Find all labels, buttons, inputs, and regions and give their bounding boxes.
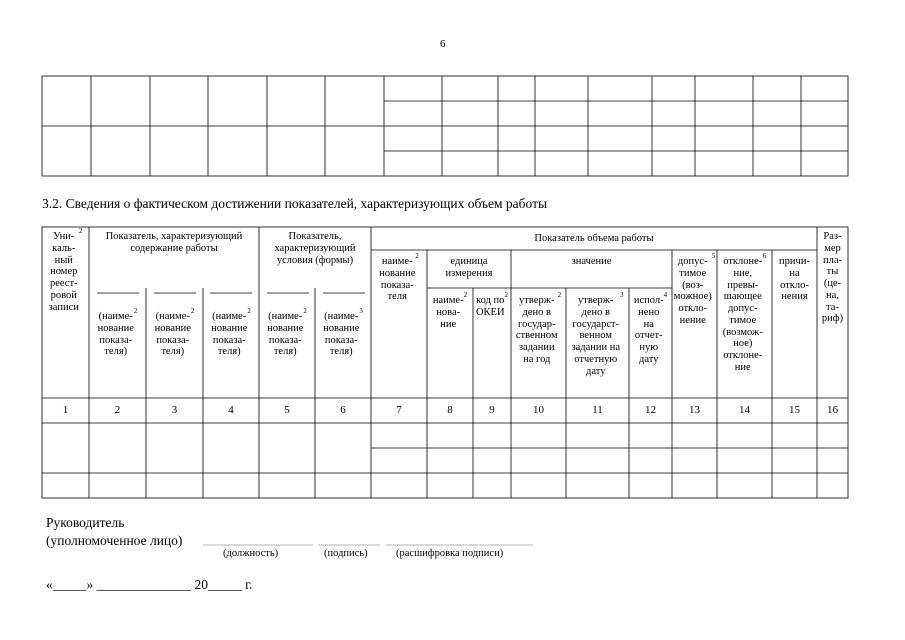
page-number: 6 bbox=[440, 38, 446, 50]
col-number: 11 bbox=[592, 404, 603, 417]
col-number: 9 bbox=[489, 404, 495, 417]
header-volume-indicator: Показатель объема работы bbox=[534, 233, 654, 245]
header-unique-number: Уни- каль- ный номер реест- ровой записи 2 bbox=[48, 227, 83, 313]
col-number: 6 bbox=[340, 404, 346, 417]
header-indicator-name: наиме- нование показа- теля 2 bbox=[379, 252, 419, 303]
col-number: 8 bbox=[447, 404, 453, 417]
col-number: 7 bbox=[396, 404, 402, 417]
col-number: 12 bbox=[645, 404, 656, 417]
sub-indicator-name-1: (наиме- нование показа- теля) 2 bbox=[97, 307, 138, 358]
col-number: 16 bbox=[827, 404, 838, 417]
col-number: 5 bbox=[284, 404, 290, 417]
signature-decoding-caption: (расшифровка подписи) bbox=[396, 548, 504, 559]
header-executed: испол- нено на отчет- ную дату 4 bbox=[633, 291, 668, 365]
head-label: Руководитель bbox=[46, 515, 125, 530]
col-number: 4 bbox=[228, 404, 234, 417]
header-deviation-reason: причи- на откло- нения bbox=[779, 256, 810, 303]
header-approved-date: утверж- дено в государст- венном задании на отчетную дату 3 bbox=[571, 291, 624, 377]
col-number: 1 bbox=[62, 404, 69, 417]
header-okei-code: код по ОКЕИ 2 bbox=[475, 291, 509, 318]
col-number: 2 bbox=[114, 404, 121, 417]
col-number: 3 bbox=[171, 404, 178, 417]
section-title: 3.2. Сведения о фактическом достижении показателей, характеризующих объем работы bbox=[42, 196, 548, 211]
col-number: 14 bbox=[739, 404, 750, 417]
col-number: 10 bbox=[533, 404, 544, 417]
sub-indicator-name-5: (наиме- нование показа- теля) 3 bbox=[323, 307, 363, 358]
header-value: значение bbox=[571, 256, 612, 267]
sub-indicator-name-4: (наиме- нование показа- теля) 2 bbox=[267, 307, 307, 358]
signature-caption: (подпись) bbox=[324, 548, 368, 559]
header-conditions-indicator: Показатель, характеризующий условия (формы) bbox=[274, 231, 356, 266]
col-number: 15 bbox=[789, 404, 800, 417]
position-caption: (должность) bbox=[223, 548, 279, 559]
sub-indicator-name-2: (наиме- нование показа- теля) 2 bbox=[154, 307, 195, 358]
sub-indicator-name-3: (наиме- нование показа- теля) 2 bbox=[211, 307, 251, 358]
header-approved-year: утверж- дено в государ- ственном задании на год 2 bbox=[515, 291, 562, 365]
header-unit: единица измерения bbox=[445, 256, 493, 279]
header-content-indicator: Показатель, характеризующий содержание работы bbox=[105, 231, 243, 254]
header-unit-name: наиме- нова- ние 2 bbox=[432, 291, 468, 330]
col-number: 13 bbox=[689, 404, 700, 417]
date-line: «_____» ______________ 20_____ г. bbox=[46, 577, 253, 592]
header-fee: Раз- мер пла- ты (це- на, та- риф) bbox=[821, 231, 844, 325]
authorized-person-label: (уполномоченное лицо) bbox=[46, 533, 183, 548]
header-allowed-deviation: допус- тимое (воз- можное) откло- нение 5 bbox=[673, 252, 716, 326]
header-exceeding-deviation: отклоне- ние, превы- шающее допус- тимое (возмож- ное) отклоне- ние 6 bbox=[722, 252, 767, 373]
